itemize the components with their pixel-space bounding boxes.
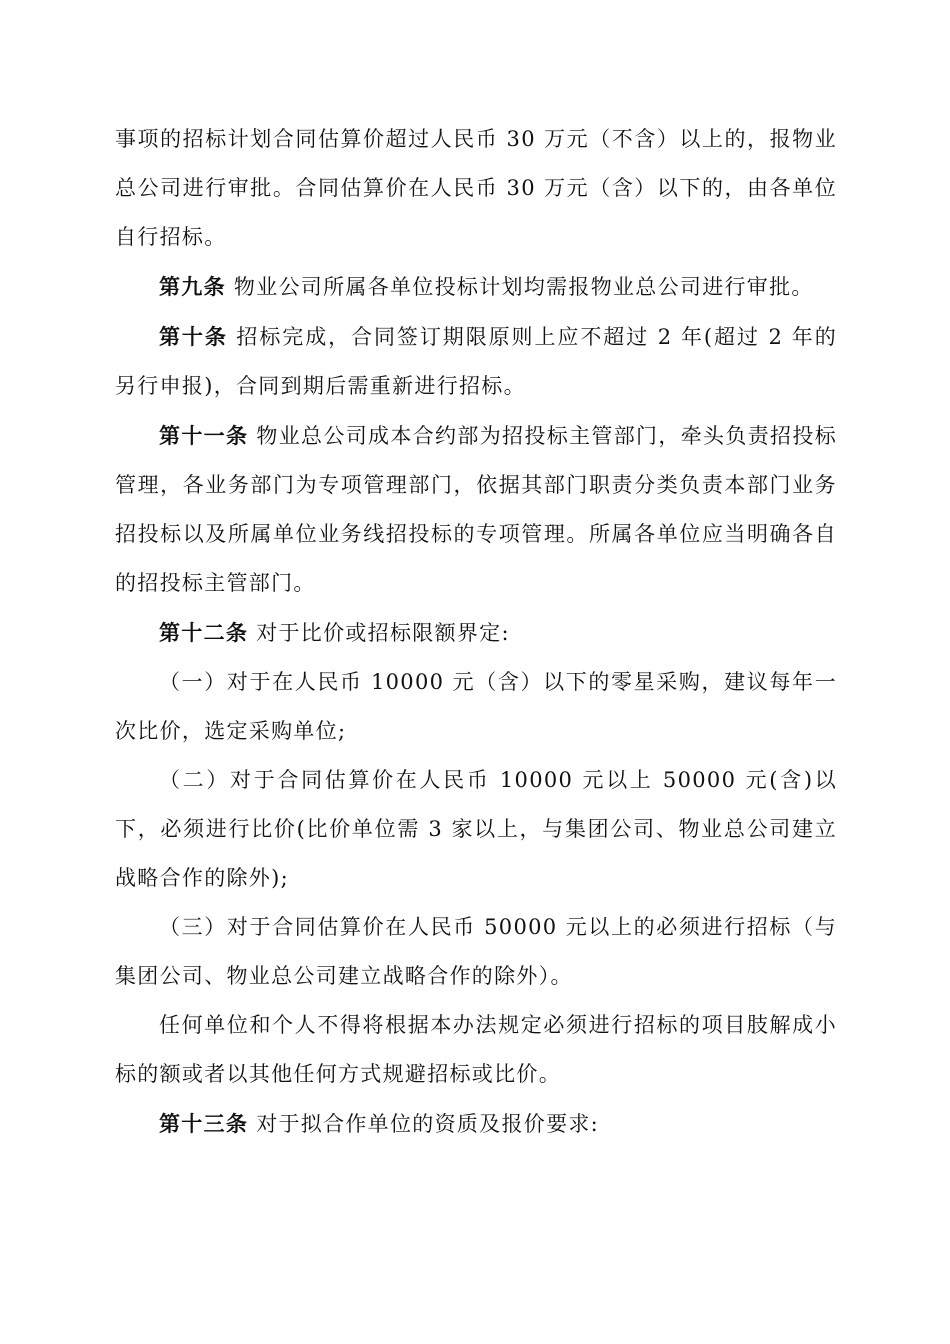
- article-label: 第十条: [159, 324, 228, 349]
- article-label: 第十三条: [159, 1111, 249, 1136]
- document-body: [115, 115, 837, 1149]
- paragraph-prohibition: [115, 1001, 837, 1099]
- article-13: [115, 1099, 837, 1149]
- article-label: 第十一条: [159, 423, 249, 448]
- clause-3: [115, 903, 837, 1001]
- paragraph-text: 任何单位和个人不得将根据本办法规定必须进行招标的项目肢解成小标的额或者以其他任何方式规避招标或比价。: [115, 1013, 837, 1086]
- paragraph-text: 事项的招标计划合同估算价超过人民币 30 万元（不含）以上的，报物业总公司进行审批。合同估算价在人民币 30 万元（含）以下的，由各单位自行招标。: [115, 127, 837, 249]
- article-text: 物业总公司成本合约部为招投标主管部门，牵头负责招投标管理，各业务部门为专项管理部门，依据其部门职责分类负责本部门业务招投标以及所属单位业务线招投标的专项管理。所属各单位应当明确各自的招投标主管部门。: [115, 424, 837, 595]
- clause-2: [115, 756, 837, 903]
- article-11: [115, 411, 837, 608]
- article-label: 第十二条: [159, 620, 249, 645]
- paragraph-1: [115, 115, 837, 262]
- article-text: 招标完成，合同签订期限原则上应不超过 2 年(超过 2 年的另行申报)，合同到期后需重新进行招标。: [115, 325, 837, 398]
- article-9: [115, 262, 837, 312]
- clause-text: （二）对于合同估算价在人民币 10000 元以上 50000 元(含)以下，必须进行比价(比价单位需 3 家以上，与集团公司、物业总公司建立战略合作的除外);: [115, 768, 837, 890]
- clause-text: （三）对于合同估算价在人民币 50000 元以上的必须进行招标（与集团公司、物业总公司建立战略合作的除外）。: [115, 915, 837, 988]
- article-12: [115, 608, 837, 658]
- article-text: 对于比价或招标限额界定:: [256, 621, 510, 645]
- clause-text: （一）对于在人民币 10000 元（含）以下的零星采购，建议每年一次比价，选定采购单位;: [115, 670, 837, 743]
- article-label: 第九条: [159, 274, 226, 299]
- clause-1: [115, 658, 837, 756]
- article-text: 物业公司所属各单位投标计划均需报物业总公司进行审批。: [233, 275, 814, 299]
- article-text: 对于拟合作单位的资质及报价要求:: [256, 1112, 600, 1136]
- article-10: [115, 312, 837, 411]
